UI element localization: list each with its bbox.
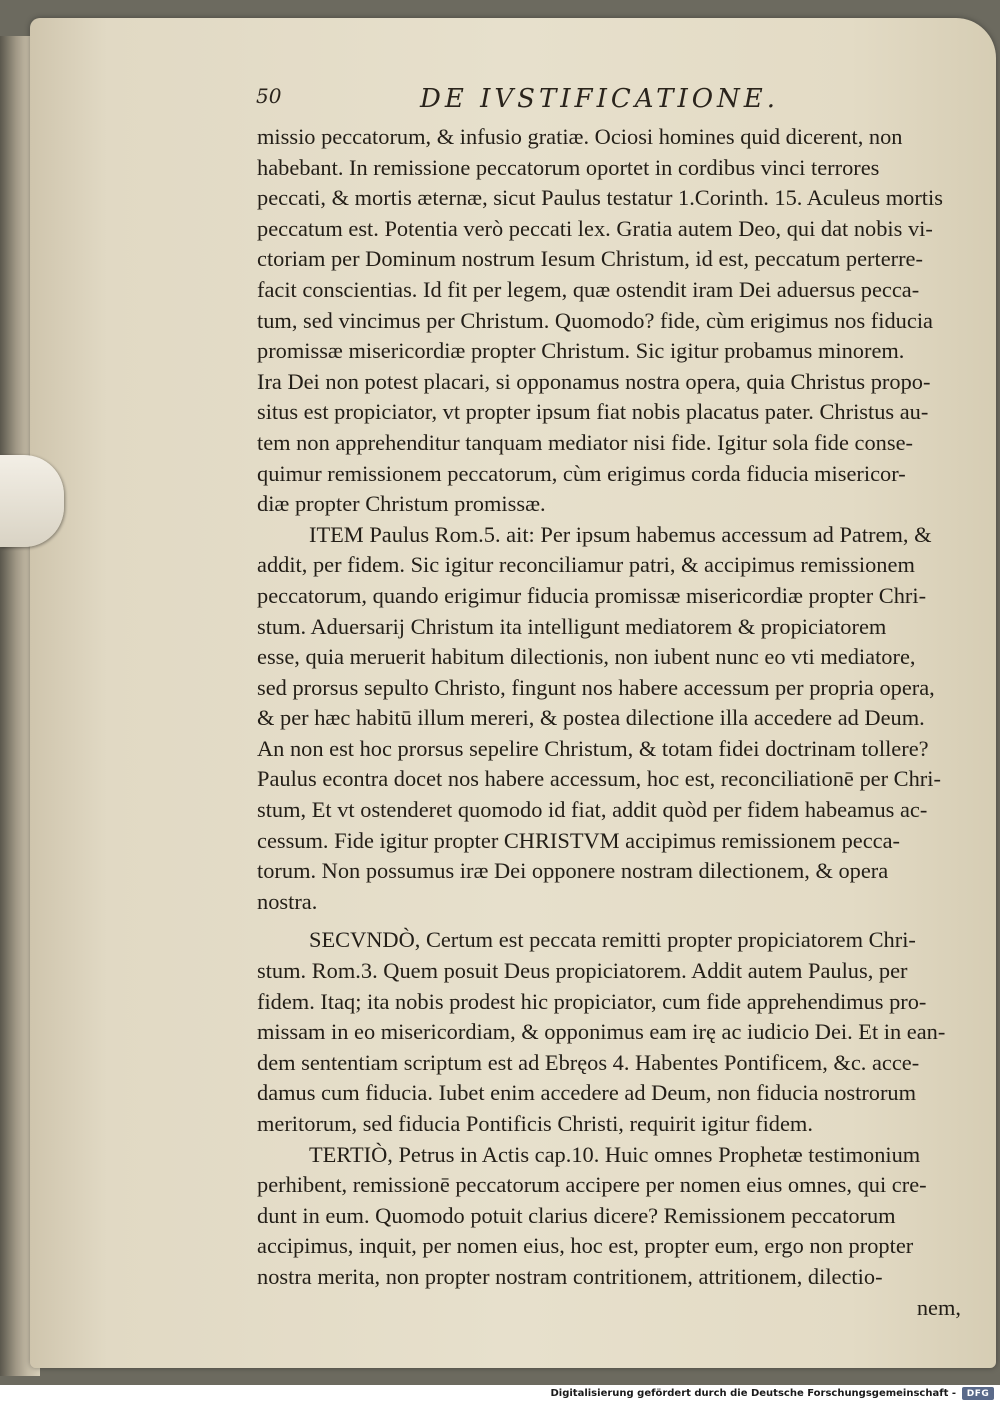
text-line: An non est hoc prorsus sepelire Christum, & totam fidei doctrinam tollere? bbox=[257, 735, 929, 761]
text-line: dem sententiam scriptum est ad Ebręos 4. Habentes Pontificem, &c. acce- bbox=[257, 1049, 920, 1075]
text-line: SECVNDÒ, Certum est peccata remitti propter propiciatorem Chri- bbox=[309, 927, 916, 953]
text-line: promissæ misericordiæ propter Christum. Sic igitur probamus minorem. bbox=[257, 338, 905, 364]
text-line: quimur remissionem peccatorum, cùm erigimus corda fiducia misericor- bbox=[257, 460, 906, 486]
text-line: tum, sed vincimus per Christum. Quomodo? fide, cùm erigimus nos fiducia bbox=[257, 307, 933, 333]
text-line: & per hæc habitū illum mereri, & postea dilectione illa accedere ad Deum. bbox=[257, 705, 925, 731]
text-line: missio peccatorum, & infusio gratiæ. Ociosi homines quid dicerent, non bbox=[257, 124, 903, 149]
text-line: missam in eo misericordiam, & opponimus eam irę ac iudicio Dei. Et in ean- bbox=[257, 1019, 946, 1045]
text-line: nostra. bbox=[257, 888, 318, 914]
text-line: dunt in eum. Quomodo potuit clarius dicere? Remissionem peccatorum bbox=[257, 1202, 896, 1228]
text-line: nostra merita, non propter nostram contritionem, attritionem, dilectio- bbox=[257, 1263, 883, 1289]
text-line: ITEM Paulus Rom.5. ait: Per ipsum habemus accessum ad Patrem, & bbox=[309, 521, 932, 547]
text-line: habebant. In remissione peccatorum oportet in cordibus vinci terrores bbox=[257, 154, 880, 180]
text-line: ctoriam per Dominum nostrum Iesum Christum, id est, peccatum perterre- bbox=[257, 246, 923, 272]
text-line: peccati, & mortis æternæ, sicut Paulus testatur 1.Corinth. 15. Aculeus mortis bbox=[257, 185, 943, 211]
text-line: accipimus, inquit, per nomen eius, hoc est, propter eum, ergo non propter bbox=[257, 1233, 914, 1259]
text-line: stum. Rom.3. Quem posuit Deus propiciatorem. Addit autem Paulus, per bbox=[257, 958, 908, 984]
text-line: tem non apprehenditur tanquam mediator nisi fide. Igitur sola fide conse- bbox=[257, 429, 913, 455]
catchword: nem, bbox=[916, 1294, 961, 1320]
text-line: diæ propter Christum promissæ. bbox=[257, 491, 546, 517]
text-line: facit conscientias. Id fit per legem, quæ ostendit iram Dei aduersus pecca- bbox=[257, 276, 920, 302]
text-line: Ira Dei non potest placari, si opponamus nostra opera, quia Christus propo- bbox=[257, 368, 931, 394]
text-line: torum. Non possumus iræ Dei opponere nostram dilectionem, & opera bbox=[257, 858, 889, 884]
text-line: damus cum fiducia. Iubet enim accedere ad Deum, non fiducia nostrorum bbox=[257, 1080, 917, 1106]
funding-notice: Digitalisierung gefördert durch die Deutsche Forschungsgemeinschaft - bbox=[550, 1388, 956, 1399]
text-line: stum, Et vt ostenderet quomodo id fiat, addit quòd per fidem habeamus ac- bbox=[257, 797, 928, 823]
text-line: Paulus econtra docet nos habere accessum, hoc est, reconciliationē per Chri- bbox=[257, 766, 941, 792]
text-line: situs est propiciator, vt propter ipsum fiat nobis placatus pater. Christus au- bbox=[257, 399, 929, 425]
text-line: TERTIÒ, Petrus in Actis cap.10. Huic omnes Prophetæ testimonium bbox=[309, 1141, 921, 1167]
text-line: perhibent, remissionē peccatorum accipere per nomen eius omnes, qui cre- bbox=[257, 1172, 927, 1198]
text-line: meritorum, sed fiducia Pontificis Christi, requirit igitur fidem. bbox=[257, 1111, 813, 1136]
text-line: addit, per fidem. Sic igitur reconciliamur patri, & accipimus remissionem bbox=[257, 552, 915, 578]
text-line: peccatum est. Potentia verò peccati lex. Gratia autem Deo, qui dat nobis vi- bbox=[257, 215, 933, 241]
body-text bbox=[257, 122, 961, 1323]
text-line: peccatorum, quando erigimur fiducia promissæ misericordiæ propter Chri- bbox=[257, 582, 927, 608]
text-line: cessum. Fide igitur propter CHRISTVM accipimus remissionem pecca- bbox=[257, 827, 900, 853]
text-line: fidem. Itaq; ita nobis prodest hic propiciator, cum fide apprehendimus pro- bbox=[257, 988, 927, 1014]
dfg-logo-icon: DFG bbox=[962, 1387, 994, 1400]
text-line: stum. Aduersarij Christum ita intelligunt mediatorem & propiciatorem bbox=[257, 613, 887, 639]
text-line: sed prorsus sepulto Christo, fingunt nos habere accessum per propria opera, bbox=[257, 674, 935, 700]
page-number: 50 bbox=[256, 84, 282, 108]
text-line: esse, quia meruerit habitum dilectionis, non iubent nunc eo vti mediatore, bbox=[257, 644, 916, 670]
running-head: DE IVSTIFICATIONE. bbox=[420, 84, 780, 114]
